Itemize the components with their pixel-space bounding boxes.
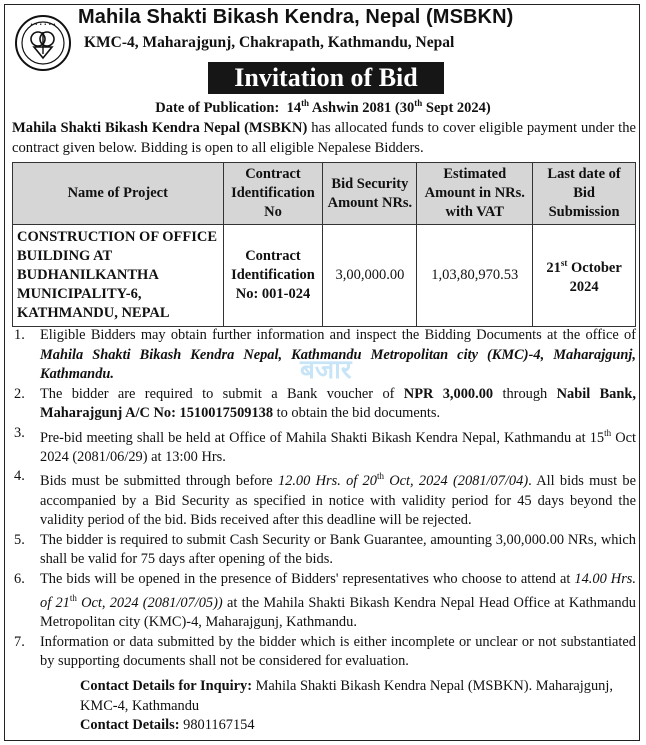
- list-item: 4. Bids must be submitted through before 12.00 Hrs. of 20th Oct, 2024 (2081/07/04). All bids must be accompanied by a Bid Security as specified in notice with validity period for 45 days beyond the validity period of the bid. Bids received after this deadline will be rejected.: [14, 468, 637, 529]
- table-header-row: [13, 163, 636, 225]
- contact-label: Contact Details for Inquiry:: [80, 678, 253, 694]
- list-item: 1. Eligible Bidders may obtain further information and inspect the Bidding Documents at the office of Mahila Shakti Bikash Kendra Nepal, Kathmandu Metropolitan city (KMC)-4, Maharajgunj, Kathmandu.: [14, 327, 636, 382]
- bid-security-amount: 3,00,000.00: [323, 225, 417, 327]
- contact-phone: 9801167154: [183, 717, 255, 733]
- publication-date: Date of Publication: 14th Ashwin 2081 (30th Sept 2024): [155, 98, 491, 116]
- intro-paragraph: Mahila Shakti Bikash Kendra Nepal (MSBKN) has allocated funds to cover eligible payment under the contract given below. Bidding is open to all eligible Nepalese Bidders.: [12, 120, 636, 156]
- col-estimated-amount: Estimated Amount in NRs. with VAT: [417, 163, 533, 225]
- col-contract-id: Contract Identification No: [223, 163, 323, 225]
- col-bid-security: Bid Security Amount NRs.: [323, 163, 417, 225]
- contract-identification: Contract Identification No: 001-024: [223, 225, 323, 327]
- list-item: 2. The bidder are required to submit a Bank voucher of NPR 3,000.00 through Nabil Bank, Maharajgunj A/C No: 1510017509138 to obtain the bid documents.: [14, 385, 636, 421]
- table-row: [13, 225, 636, 327]
- list-item: 7. Information or data submitted by the bidder which is either incomplete or unclear or not substantiated by supporting documents shall not be considered for evaluation.: [14, 633, 636, 670]
- list-item: 5. The bidder is required to submit Cash Security or Bank Guarantee, amounting 3,00,000.00 NRs, which shall be valid for 75 days after opening of the bids.: [14, 531, 636, 568]
- page-title: Invitation of Bid: [208, 62, 444, 94]
- submission-deadline: 21st October 2024: [533, 225, 636, 327]
- org-name: Mahila Shakti Bikash Kendra, Nepal (MSBKN): [78, 6, 514, 28]
- org-address: KMC-4, Maharajgunj, Chakrapath, Kathmandu, Nepal: [84, 34, 455, 51]
- contact-block: [80, 677, 640, 736]
- col-last-date: Last date of Bid Submission: [533, 163, 636, 225]
- list-item: 3. Pre-bid meeting shall be held at Office of Mahila Shakti Bikash Kendra Nepal, Kathmandu at 15th Oct 2024 (2081/06/29) at 13:00 Hrs.: [14, 424, 636, 465]
- contact-phone-label: Contact Details:: [80, 717, 180, 733]
- contact-address: Mahila Shakti Bikash Kendra Nepal (MSBKN). Maharajgunj, KMC-4, Kathmandu: [80, 678, 613, 714]
- msbkn-logo-icon: [14, 14, 72, 72]
- terms-list: [14, 326, 636, 672]
- list-item: 6. The bids will be opened in the presence of Bidders' representatives who choose to attend at 14.00 Hrs. of 21th Oct, 2024 (2081/07/05)) at the Mahila Shakti Bikash Kendra Nepal Head Office at Kathmandu Metropolitan city (KMC)-4, Maharajgunj, Kathmandu.: [14, 570, 636, 631]
- estimated-amount: 1,03,80,970.53: [417, 225, 533, 327]
- col-project: Name of Project: [13, 163, 224, 225]
- watermark: बजार: [300, 355, 352, 385]
- project-name: CONSTRUCTION OF OFFICE BUILDING AT BUDHANILKANTHA MUNICIPALITY-6, KATHMANDU, NEPAL: [13, 225, 224, 327]
- svg-text:• • • • • •: • • • • • •: [30, 22, 56, 28]
- bid-table: [12, 162, 636, 327]
